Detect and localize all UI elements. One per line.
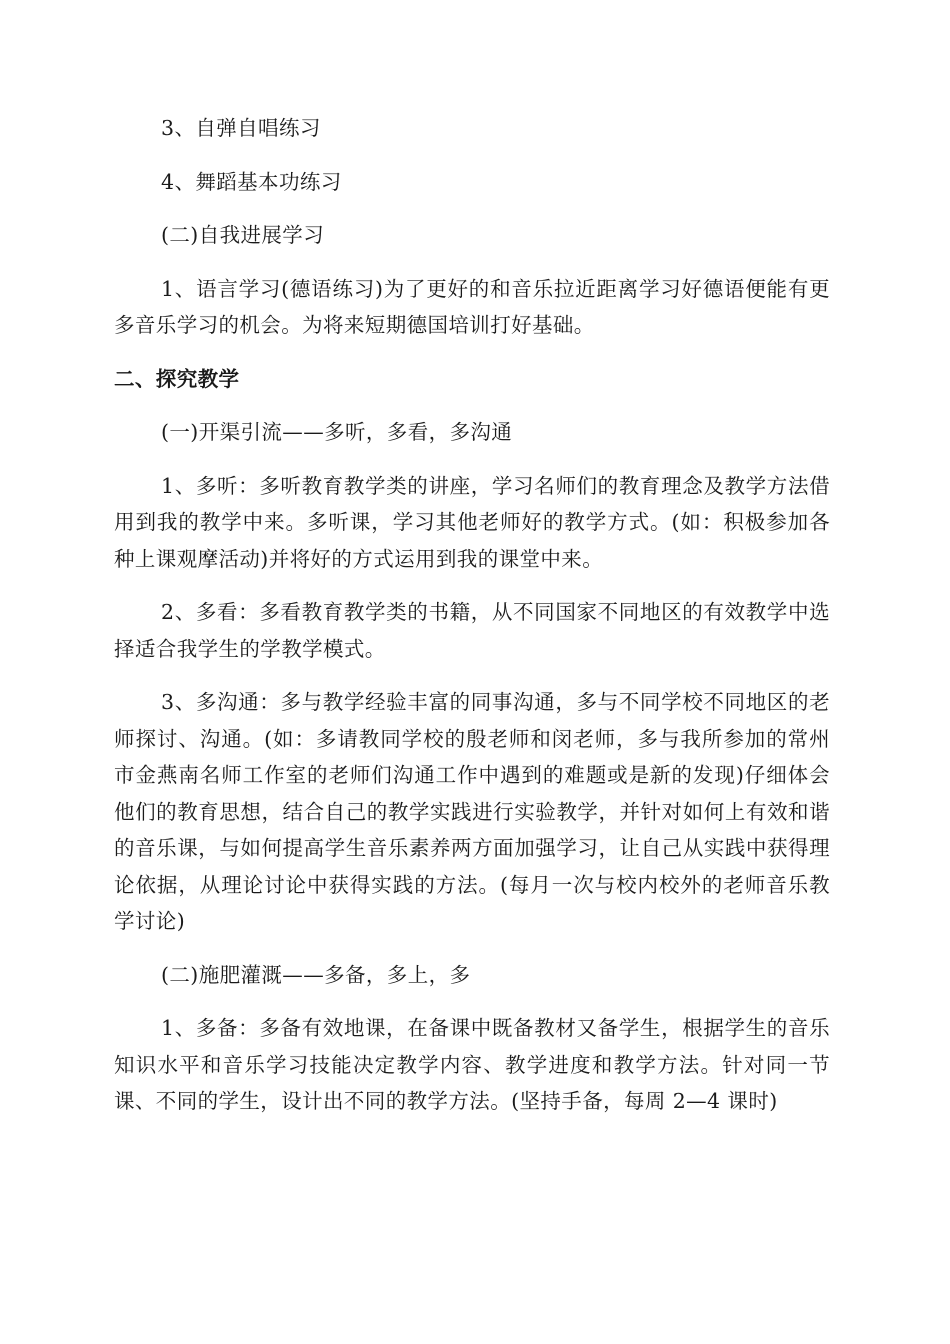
document-page — [114, 110, 830, 1120]
list-item-singing-practice: 3、自弹自唱练习 — [161, 116, 321, 140]
section-heading-research-teaching: 二、探究教学 — [114, 366, 240, 391]
list-item-dance-practice: 4、舞蹈基本功练习 — [161, 169, 342, 194]
subsection-title-self-study: (二)自我进展学习 — [161, 223, 325, 247]
paragraph-listen-more: 1、多听：多听教育教学类的讲座，学习名师们的教育理念及教学方法借用到我的教学中来。多听课，学习其他老师好的教学方式。(如：积极参加各种上课观摩活动)并将好的方式运用到我的课堂中来。 — [114, 473, 830, 571]
paragraph-communicate-more: 3、多沟通：多与教学经验丰富的同事沟通，多与不同学校不同地区的老师探讨、沟通。(如：多请教同学校的殷老师和闵老师，多与我所参加的常州市金燕南名师工作室的老师们沟通工作中遇到的难题或是新的发现)仔细体会他们的教育思想，结合自己的教学实践进行实验教学，并针对如何上有效和谐的音乐课，与如何提高学生音乐素养两方面加强学习，让自己从实践中获得理论依据，从理论讨论中获得实践的方法。(每月一次与校内校外的老师音乐教学讨论) — [114, 690, 830, 933]
paragraph-read-more: 2、多看：多看教育教学类的书籍，从不同国家不同地区的有效教学中选择适合我学生的学教学模式。 — [114, 600, 830, 661]
subsection-title-listen-watch-communicate: (一)开渠引流——多听，多看，多沟通 — [161, 420, 513, 444]
paragraph-language-study: 1、语言学习(德语练习)为了更好的和音乐拉近距离学习好德语便能有更多音乐学习的机会。为将来短期德国培训打好基础。 — [114, 276, 830, 337]
paragraph-prepare-more: 1、多备：多备有效地课，在备课中既备教材又备学生，根据学生的音乐知识水平和音乐学习技能决定教学内容、教学进度和教学方法。针对同一节课、不同的学生，设计出不同的教学方法。(坚持手备，每周 2—4 课时) — [114, 1016, 830, 1113]
subsection-title-prepare-teach: (二)施肥灌溉——多备，多上，多 — [161, 962, 471, 987]
